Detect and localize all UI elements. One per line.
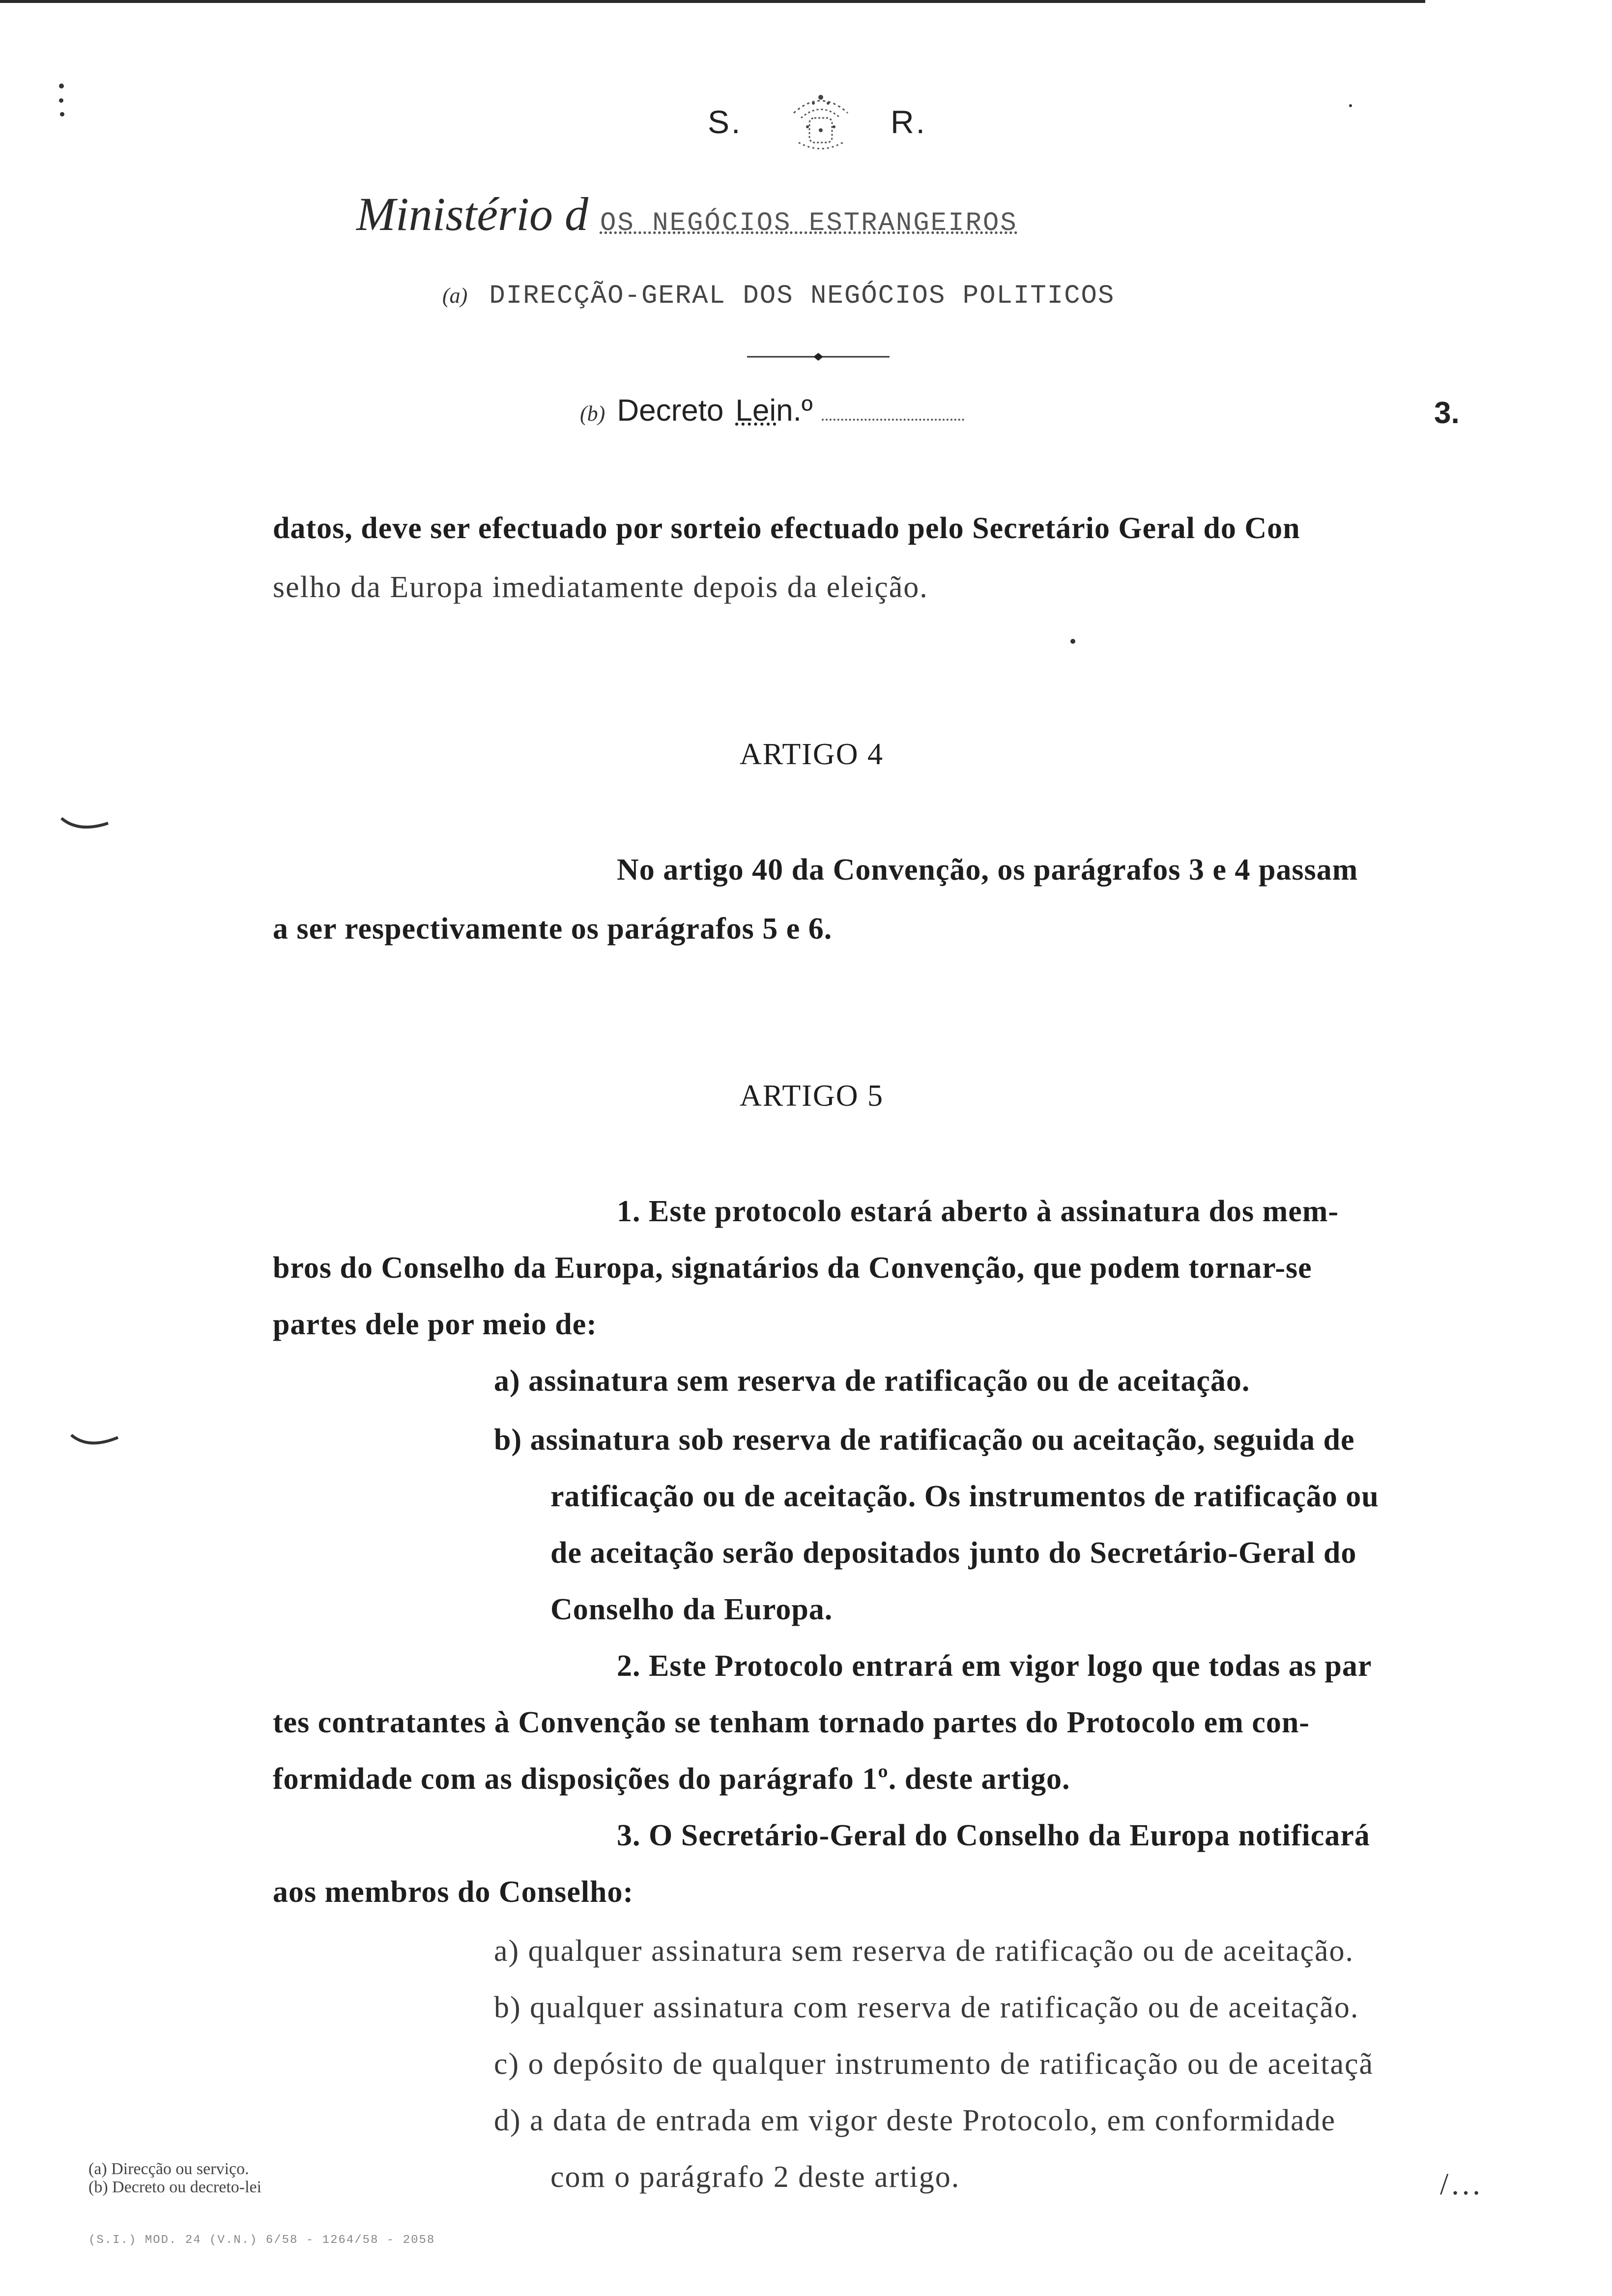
scan-speck bbox=[1349, 104, 1352, 107]
coat-of-arms-seal-icon bbox=[779, 84, 863, 157]
scan-speck bbox=[59, 84, 64, 88]
ministry-name: OS NEGÓCIOS ESTRANGEIROS bbox=[600, 208, 1018, 238]
article-5-p3-line-2: aos membros do Conselho: bbox=[273, 1875, 634, 1909]
article-4-heading: ARTIGO 4 bbox=[740, 738, 884, 771]
article-5-p1-item-b-line-2: ratificação ou de aceitação. Os instrumentos de ratificação ou bbox=[550, 1480, 1379, 1513]
article-5-p1-line-2: bros do Conselho da Europa, signatários da Convenção, que podem tornar-se bbox=[273, 1251, 1312, 1285]
decree-line bbox=[580, 393, 964, 428]
top-edge-line bbox=[0, 0, 1425, 3]
article-5-p3-closing-line: com o parágrafo 2 deste artigo. bbox=[550, 2160, 960, 2194]
article-4-line-2: a ser respectivamente os parágrafos 5 e 6. bbox=[273, 912, 833, 946]
article-4-line-1: No artigo 40 da Convenção, os parágrafos 3 e 4 passam bbox=[617, 853, 1358, 887]
article-5-p1-line-3: partes dele por meio de: bbox=[273, 1308, 597, 1341]
article-5-p3-item-b: b) qualquer assinatura com reserva de ratificação ou de aceitação. bbox=[494, 1991, 1359, 2024]
directorate-name: DIRECÇÃO-GERAL DOS NEGÓCIOS POLITICOS bbox=[489, 281, 1115, 311]
article-5-p3-item-d: d) a data de entrada em vigor deste Protocolo, em conformidade bbox=[494, 2104, 1336, 2137]
diamond-rule-ornament-icon bbox=[747, 353, 890, 361]
article-5-p3-item-a: a) qualquer assinatura sem reserva de ratificação ou de aceitação. bbox=[494, 1934, 1354, 1968]
ministry-title bbox=[356, 187, 1018, 241]
footnote-b: (b) Decreto ou decreto-lei bbox=[88, 2178, 262, 2196]
article-5-p2-line-1: 2. Este Protocolo entrará em vigor logo que todas as par bbox=[617, 1649, 1372, 1683]
decree-label: Decreto bbox=[617, 394, 724, 428]
letterhead-right-letter: R. bbox=[891, 104, 927, 140]
article-5-heading: ARTIGO 5 bbox=[740, 1079, 884, 1113]
decree-number-blank bbox=[822, 399, 964, 421]
page-number: 3. bbox=[1434, 396, 1460, 430]
footnote-mark-a: (a) bbox=[442, 284, 468, 308]
article-5-p1-line-1: 1. Este protocolo estará aberto à assinatura dos mem- bbox=[617, 1195, 1339, 1228]
continuation-mark: /... bbox=[1440, 2168, 1483, 2201]
scan-speck bbox=[59, 98, 63, 103]
scan-speck bbox=[60, 112, 64, 116]
ministry-prefix: Ministério d bbox=[356, 188, 588, 240]
decree-number-suffix: n.º bbox=[776, 394, 813, 428]
margin-tick-icon bbox=[69, 1428, 123, 1452]
decree-type: Lei bbox=[735, 394, 777, 428]
carryover-line-2: selho da Europa imediatamente depois da eleição. bbox=[273, 571, 928, 604]
footnote-mark-b: (b) bbox=[580, 402, 605, 426]
article-5-p2-line-2: tes contratantes à Convenção se tenham tornado partes do Protocolo em con- bbox=[273, 1706, 1310, 1739]
article-5-p3-item-c: c) o depósito de qualquer instrumento de ratificação ou de aceitaçã bbox=[494, 2047, 1374, 2081]
article-5-p3-line-1: 3. O Secretário-Geral do Conselho da Europa notificará bbox=[617, 1819, 1370, 1852]
article-5-p1-item-b-line-1: b) assinatura sob reserva de ratificação ou aceitação, seguida de bbox=[494, 1423, 1355, 1457]
printer-imprint: (S.I.) MOD. 24 (V.N.) 6/58 - 1264/58 - 2058 bbox=[88, 2234, 435, 2247]
article-5-p2-line-3: formidade com as disposições do parágrafo 1º. deste artigo. bbox=[273, 1762, 1070, 1796]
letterhead-left-letter: S. bbox=[708, 104, 743, 140]
article-5-p1-item-b-line-4: Conselho da Europa. bbox=[550, 1593, 833, 1626]
margin-tick-icon bbox=[59, 813, 113, 838]
article-5-p1-item-b-line-3: de aceitação serão depositados junto do Secretário-Geral do bbox=[550, 1536, 1357, 1570]
directorate-line bbox=[442, 281, 1115, 311]
article-5-p1-item-a: a) assinatura sem reserva de ratificação ou de aceitação. bbox=[494, 1364, 1250, 1398]
scan-speck bbox=[1070, 639, 1075, 644]
footnote-a: (a) Direcção ou serviço. bbox=[88, 2160, 249, 2178]
carryover-line-1: datos, deve ser efectuado por sorteio efectuado pelo Secretário Geral do Con bbox=[273, 512, 1300, 545]
